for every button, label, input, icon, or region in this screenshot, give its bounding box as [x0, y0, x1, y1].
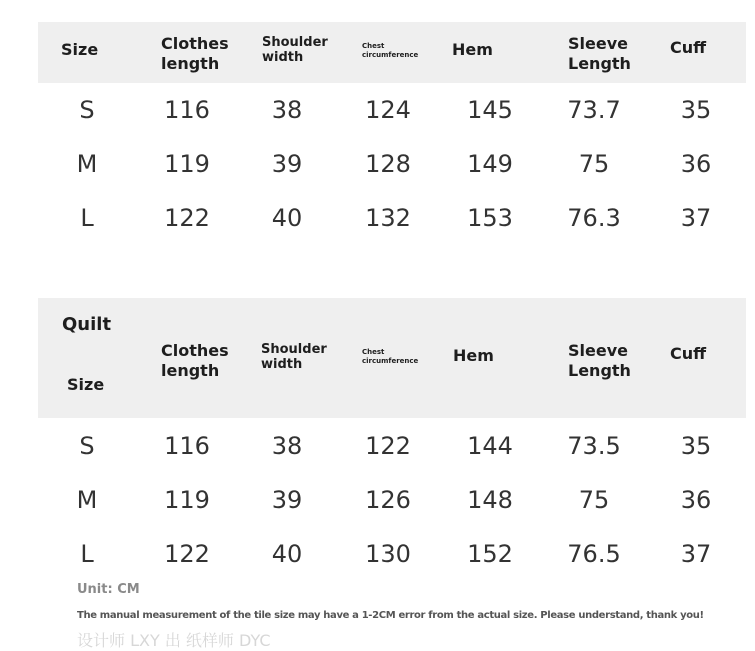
table1-cell: 35	[680, 96, 712, 124]
table2-header-hem: Hem	[453, 346, 494, 365]
table1-cell: 40	[271, 204, 303, 232]
table2-cell: S	[79, 432, 95, 460]
table1-cell: M	[76, 150, 98, 178]
table2-cell: 122	[164, 540, 210, 568]
table1-header-chest: Chest circumference	[362, 42, 419, 59]
table1-cell: 76.3	[567, 204, 621, 232]
table2-cell: 122	[365, 432, 411, 460]
table2-header-size: Size	[67, 375, 105, 394]
table1-cell: 122	[164, 204, 210, 232]
table1-cell: 75	[578, 150, 610, 178]
table2-cell: 144	[467, 432, 513, 460]
table1-header-hem: Hem	[452, 40, 493, 59]
table1-cell: 39	[271, 150, 303, 178]
table2-cell: 73.5	[567, 432, 621, 460]
table2-cell: 130	[365, 540, 411, 568]
table2-cell: 36	[680, 486, 712, 514]
table1-header-clothes-length: Clothes length	[161, 34, 229, 73]
table2-cell: 37	[680, 540, 712, 568]
table2-header-cuff: Cuff	[670, 344, 707, 363]
table2-cell: 39	[271, 486, 303, 514]
table1-cell: 73.7	[567, 96, 621, 124]
watermark-text: 设计师 LXY 出 纸样师 DYC	[77, 631, 271, 650]
table1-header-cuff: Cuff	[670, 38, 707, 57]
unit-note: Unit: CM	[77, 582, 140, 597]
table1-cell: 37	[680, 204, 712, 232]
table2-header-sleeve-length: Sleeve Length	[568, 341, 631, 380]
table2-cell: 75	[578, 486, 610, 514]
table1-cell: 116	[164, 96, 210, 124]
table2-header-chest: Chest circumference	[362, 348, 419, 365]
table1-header-size: Size	[61, 40, 99, 59]
table1-cell: S	[79, 96, 95, 124]
table2-cell: 148	[467, 486, 513, 514]
table2-header-quilt: Quilt	[62, 314, 112, 335]
table2-cell: 152	[467, 540, 513, 568]
table2-cell: 119	[164, 486, 210, 514]
table2-cell: 126	[365, 486, 411, 514]
table2-cell: 38	[271, 432, 303, 460]
table1-cell: 38	[271, 96, 303, 124]
table2-cell: M	[76, 486, 98, 514]
table1-cell: 36	[680, 150, 712, 178]
table2-cell: L	[80, 540, 94, 568]
table1-cell: 132	[365, 204, 411, 232]
measurement-disclaimer: The manual measurement of the tile size may have a 1-2CM error from the actual size. Please understand, thank you!	[77, 610, 704, 621]
table1-cell: L	[80, 204, 94, 232]
table1-cell: 124	[365, 96, 411, 124]
table1-cell: 149	[467, 150, 513, 178]
table2-header-clothes-length: Clothes length	[161, 341, 229, 380]
table1-header-sleeve-length: Sleeve Length	[568, 34, 631, 73]
table1-cell: 119	[164, 150, 210, 178]
table1-cell: 145	[467, 96, 513, 124]
table2-cell: 40	[271, 540, 303, 568]
table2-cell: 35	[680, 432, 712, 460]
table2-cell: 116	[164, 432, 210, 460]
table1-cell: 128	[365, 150, 411, 178]
table1-cell: 153	[467, 204, 513, 232]
table2-cell: 76.5	[567, 540, 621, 568]
table2-header-shoulder-width: Shoulder width	[261, 342, 327, 372]
table1-header-shoulder-width: Shoulder width	[262, 35, 328, 65]
